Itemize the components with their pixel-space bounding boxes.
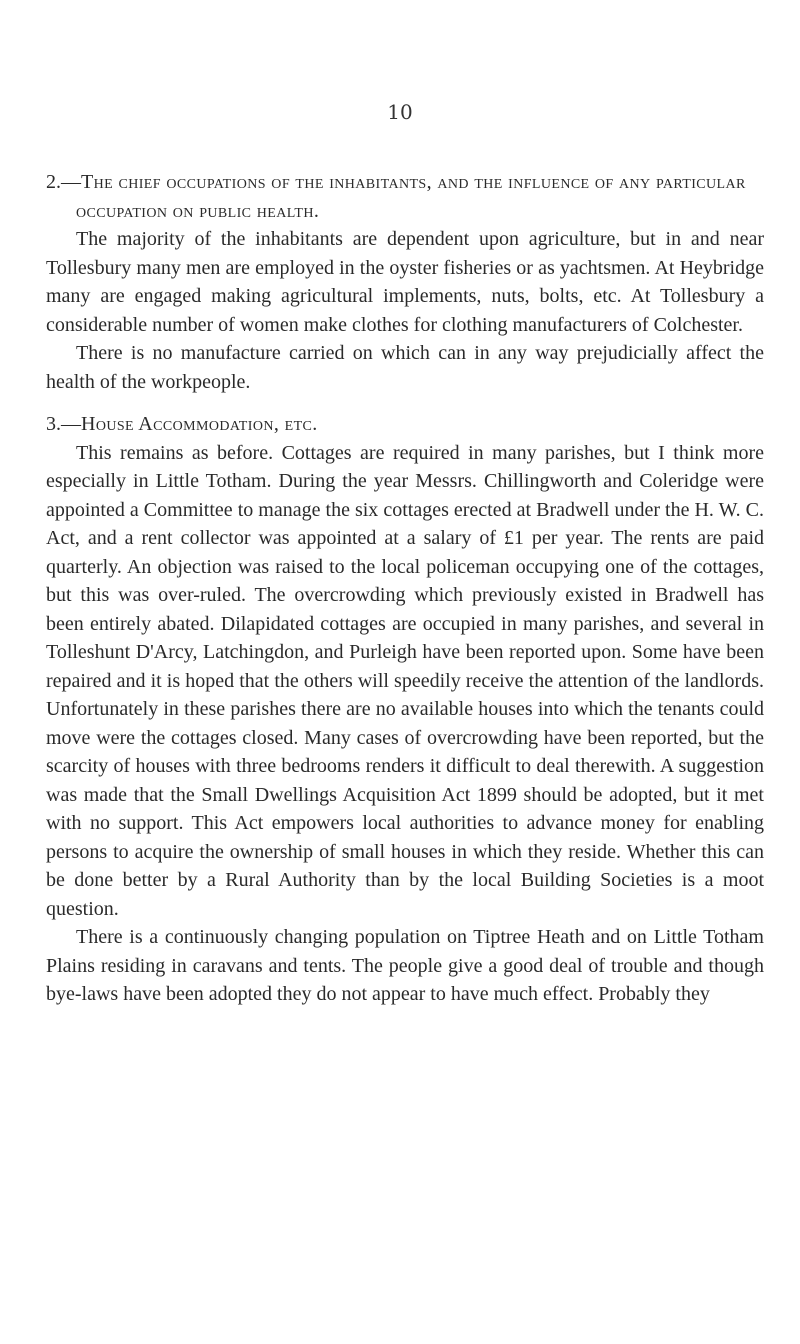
- section-title: The chief occupations of the inhabitants, and the influence of any particular occupation on public health.: [76, 171, 746, 222]
- section-number: 3.—: [46, 413, 81, 435]
- paragraph: The majority of the inhabitants are dependent upon agriculture, but in and near Tollesbury many men are employed in the oyster fisheries or as yachtsmen. At Heybridge many are engaged making agricultural implements, nuts, bolts, etc. At Tollesbury a considerable number of women make clothes for clothing manufacturers of Colchester.: [46, 228, 764, 336]
- text-column: [46, 168, 764, 1009]
- section-number: 2.—: [46, 171, 81, 193]
- page-number: 10: [387, 100, 413, 124]
- paragraph: There is no manufacture carried on which can in any way prejudicially affect the health of the workpeople.: [46, 342, 764, 393]
- section-title: House Accommodation, etc.: [81, 413, 318, 435]
- section-heading-house-accommodation: [46, 410, 764, 439]
- section-heading-occupations: [46, 168, 764, 225]
- paragraph: There is a continuously changing population on Tiptree Heath and on Little Totham Plains residing in caravans and tents. The people give a good deal of trouble and though bye-laws have been adopted they do not appear to have much effect. Probably they: [46, 926, 764, 1005]
- paragraph: This remains as before. Cottages are required in many parishes, but I think more especially in Little Totham. During the year Messrs. Chillingworth and Coleridge were appointed a Committee to manage the six cottages erected at Bradwell under the H. W. C. Act, and a rent collector was appointed at a salary of £1 per year. The rents are paid quarterly. An objection was raised to the local policeman occupying one of the cottages, but this was over-ruled. The overcrowding which previously existed in Bradwell has been entirely abated. Dilapidated cottages are occupied in many parishes, and several in Tolleshunt D'Arcy, Latchingdon, and Purleigh have been reported upon. Some have been repaired and it is hoped that the others will speedily receive the attention of the landlords. Unfortunately in these parishes there are no available houses into which the tenants could move were the cottages closed. Many cases of overcrowding have been reported, but the scarcity of houses with three bedrooms renders it difficult to deal therewith. A suggestion was made that the Small Dwellings Acquisition Act 1899 should be adopted, but it met with no support. This Act empowers local authorities to advance money for enabling persons to acquire the ownership of small houses in which they reside. Whether this can be done better by a Rural Authority than by the local Building Societies is a moot question.: [46, 441, 764, 920]
